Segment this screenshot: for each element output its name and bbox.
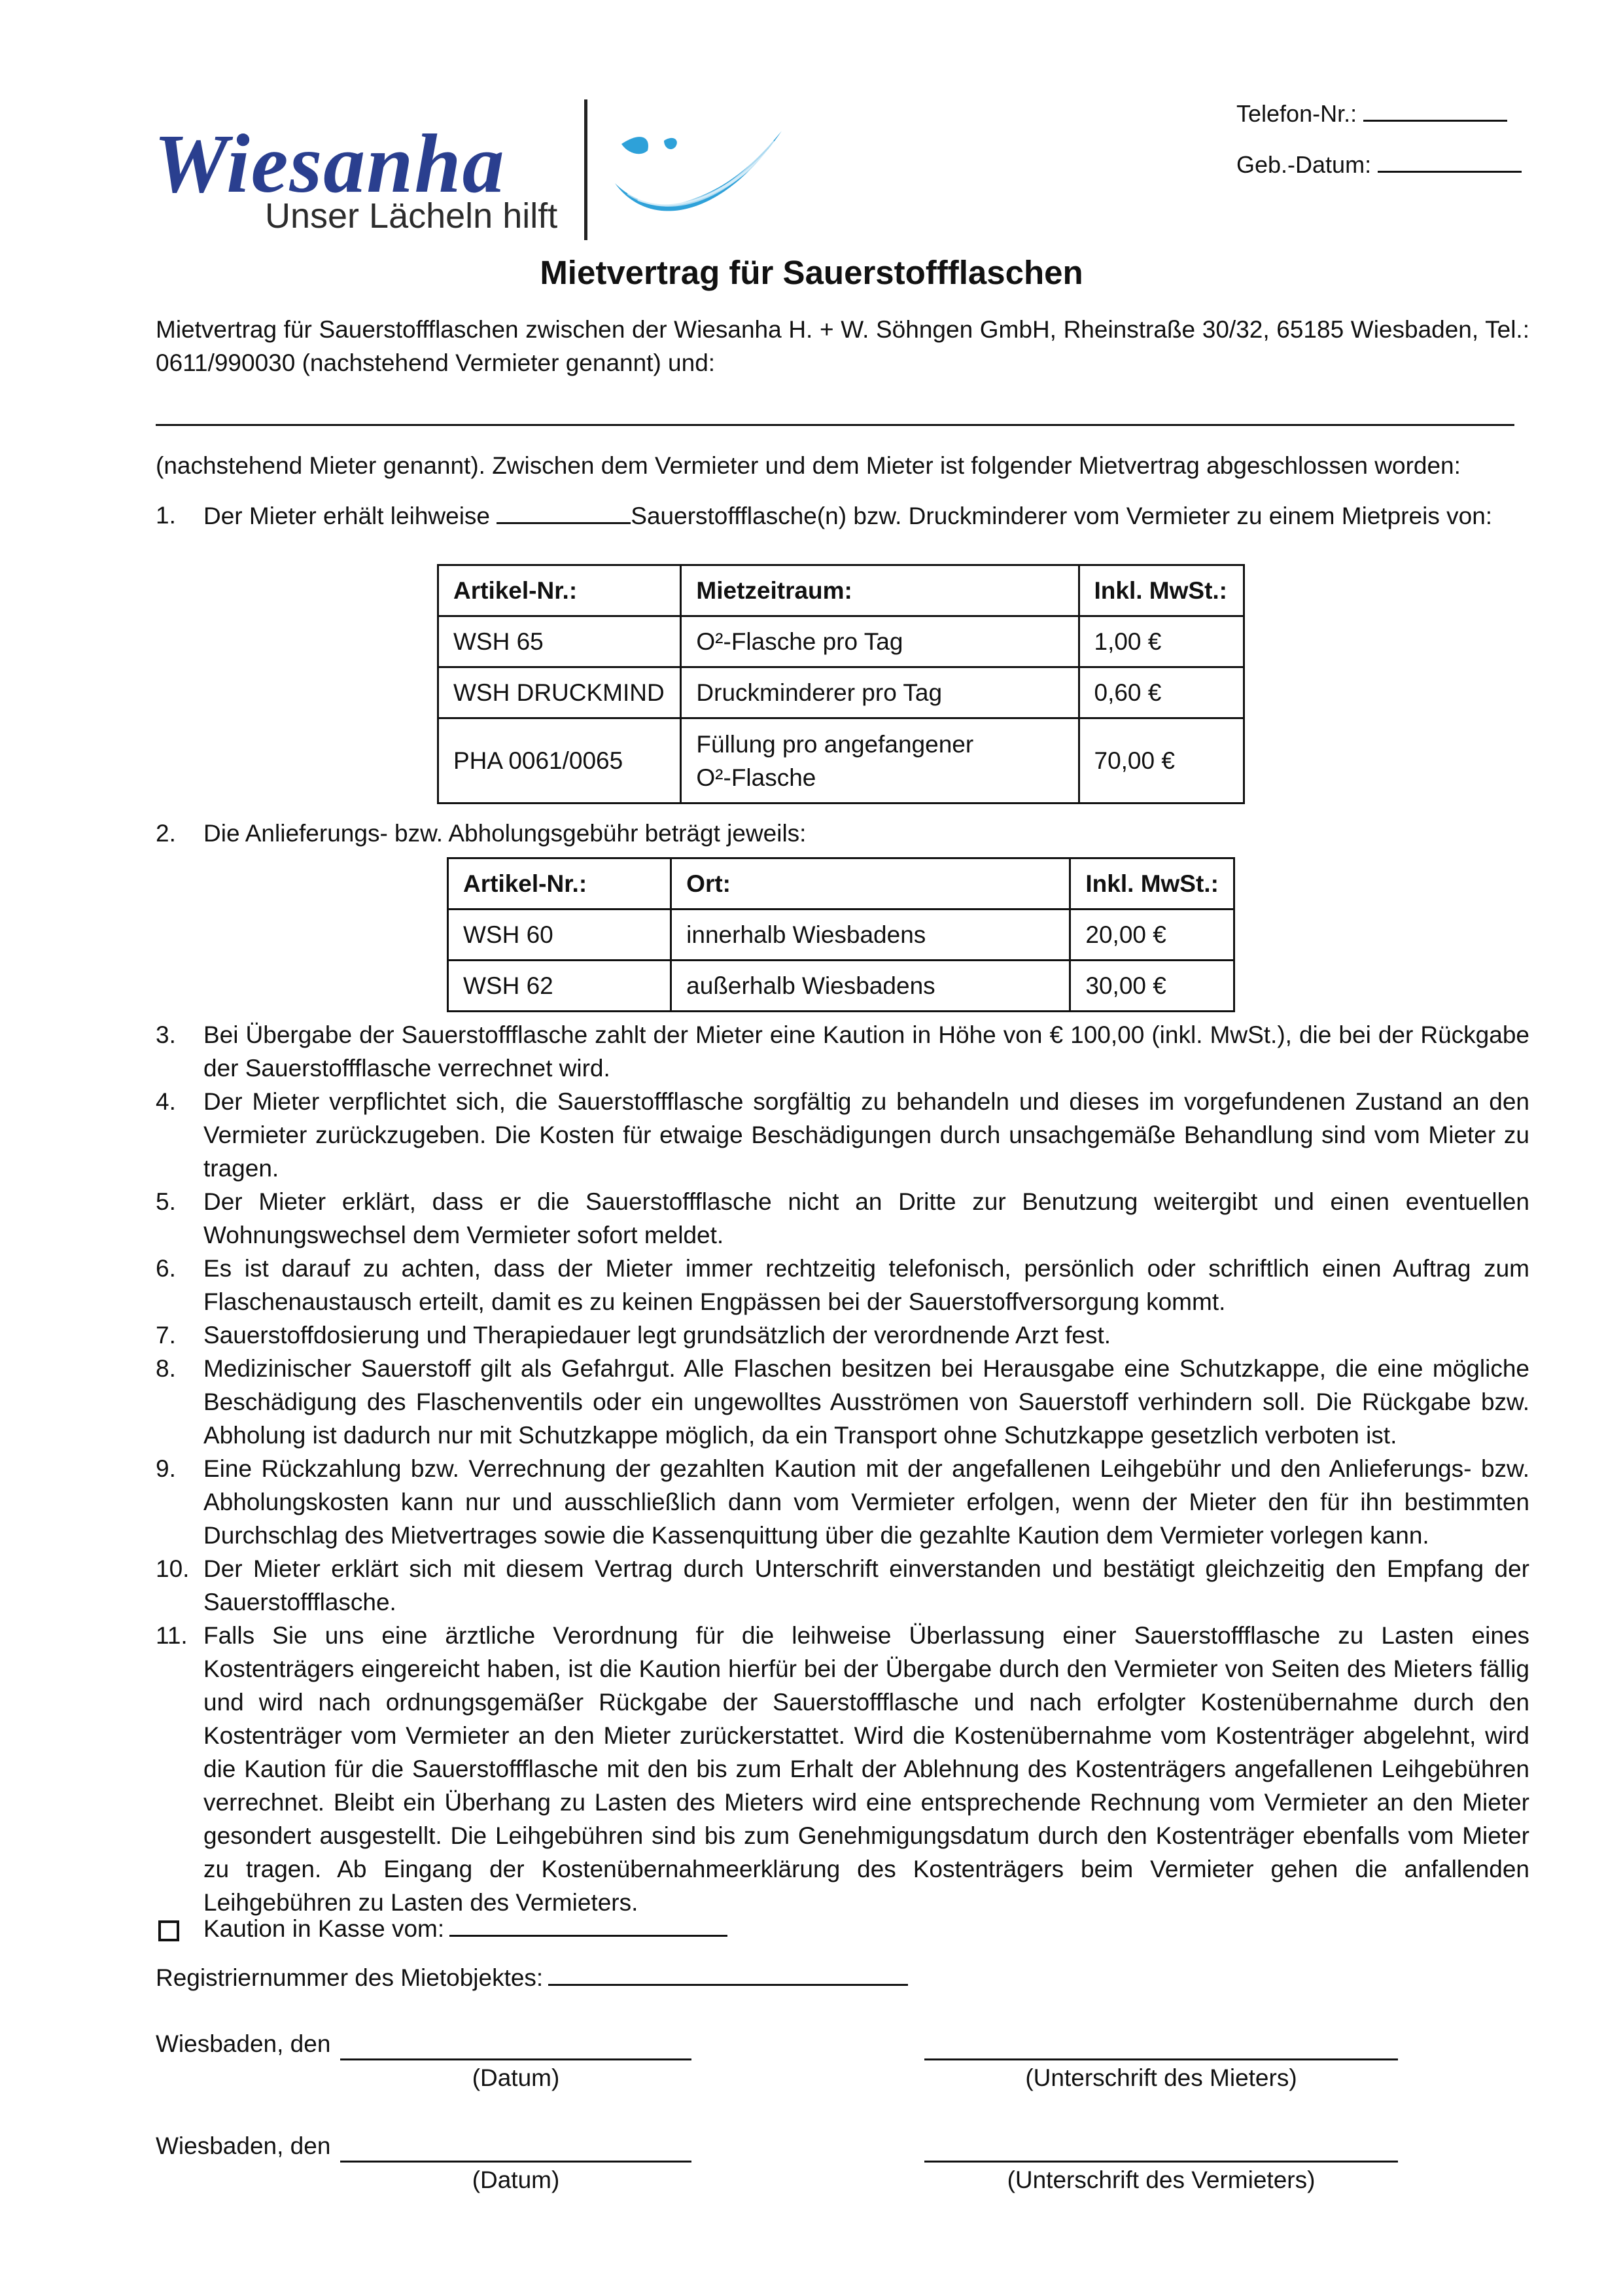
date-caption: (Datum) (472, 2166, 560, 2193)
table-row (438, 667, 1244, 718)
list-item-text: Der Mieter erklärt, dass er die Sauerstoffflasche nicht an Dritte zur Benutzung weitergibt und einen eventuellen Wohnungswechsel dem Vermieter sofort meldet. (203, 1188, 1529, 1248)
table-header-cell: Inkl. MwSt.: (1079, 565, 1244, 616)
phone-blank[interactable] (1363, 100, 1507, 122)
list-item (156, 499, 1529, 567)
list-item-text: Falls Sie uns eine ärztliche Verordnung für die leihweise Überlassung einer Sauerstoffflasche zu Lasten eines Kostenträgers eingereicht haben, ist die Kaution hierfür bei der Übergabe durch den Vermieter von Seiten des Mieters fällig und wird nach ordnungsgemäßer Rückgabe der Sauerstoffflasche und nach erfolgter Kostenübernahme durch den Kostenträger vom Vermieter an den Mieter zurückerstattet. Wird die Kostenübernahme vom Kostenträger abgelehnt, wird die Kaution für die Sauerstoffflasche mit den bis zum Erhalt der Ablehnung des Kostenträgers angefallenen Leihgebühren verrechnet. Bleibt ein Überhang zu Lasten des Mieters wird eine entsprechende Rechnung vom Vermieter an den Mieter gesondert ausgestellt. Die Leihgebühren sind bis zum Genehmigungsdatum durch den Kostenträger ebenfalls vom Mieter zu tragen. Ab Eingang der Kostenübernahmeerklärung des Kostenträgers beim Vermieter gehen die anfallenden Leihgebühren zu Lasten des Vermieters. (203, 1622, 1529, 1916)
tenant-name-line[interactable] (156, 424, 1514, 426)
table-cell: außerhalb Wiesbadens (671, 961, 1070, 1012)
birthdate-blank[interactable] (1378, 151, 1522, 173)
table-header-cell: Ort: (671, 858, 1070, 910)
table-header-cell: Artikel-Nr.: (448, 858, 671, 910)
landlord-date-line[interactable] (340, 2161, 691, 2163)
table-cell: Druckminderer pro Tag (681, 667, 1079, 718)
table-cell: WSH 65 (438, 616, 681, 667)
list-item (156, 817, 1529, 850)
table-cell: Füllung pro angefangener O²-Flasche (681, 718, 1079, 804)
intro-paragraph-2: (nachstehend Mieter genannt). Zwischen dem Vermieter und dem Mieter ist folgender Mietvertrag abgeschlossen worden: (156, 452, 1461, 479)
table-header-cell: Inkl. MwSt.: (1070, 858, 1234, 910)
phone-field[interactable] (1236, 98, 1507, 130)
list-item-number: 8. (156, 1355, 176, 1382)
landlord-place-date (156, 2129, 330, 2163)
intro-paragraph: Mietvertrag für Sauerstoffflaschen zwischen der Wiesanha H. + W. Söhngen GmbH, Rheinstraße 30/32, 65185 Wiesbaden, Tel.: 0611/990030 (nachstehend Vermieter genannt) und: (156, 316, 1529, 376)
list-item-text: Der Mieter verpflichtet sich, die Sauerstoffflasche sorgfältig zu behandeln und dieses im vorgefundenen Zustand an den Vermieter zurückzugeben. Die Kosten für etwaige Beschädigungen durch unsachgemäße Behandlung sind vom Mieter zu tragen. (203, 1088, 1529, 1182)
table-header-cell: Mietzeitraum: (681, 565, 1079, 616)
list-item-text: Der Mieter erhält leihweise Sauerstoffflasche(n) bzw. Druckminderer vom Vermieter zu einem Mietpreis von: (203, 499, 1529, 533)
kaution-date-blank[interactable] (449, 1911, 727, 1937)
table-cell: innerhalb Wiesbadens (671, 910, 1070, 961)
list-item-number: 3. (156, 1021, 176, 1048)
list-item-text: Es ist darauf zu achten, dass der Mieter immer rechtzeitig telefonisch, persönlich oder schriftlich einen Auftrag zum Flaschenaustausch erteilt, damit es zu keinen Engpässen bei der Sauerstoffversorgung kommt. (203, 1255, 1529, 1315)
landlord-signature-line[interactable] (924, 2161, 1398, 2163)
smile-logo-icon (602, 105, 798, 236)
list-item-number: 10. (156, 1555, 190, 1582)
date-caption: (Datum) (472, 2064, 560, 2091)
kaution-checkbox[interactable] (158, 1920, 179, 1941)
table-row (438, 616, 1244, 667)
list-item-text: Medizinischer Sauerstoff gilt als Gefahrgut. Alle Flaschen besitzen bei Herausgabe eine Schutzkappe, die eine mögliche Beschädigung des Flaschenventils oder ein ungewolltes Ausströmen von Sauerstoff verhindern soll. Die Rückgabe bzw. Abholung ist dadurch nur mit Schutzkappe möglich, da ein Transport ohne Schutzkappe gesetzlich verboten ist. (203, 1355, 1529, 1449)
table-cell: PHA 0061/0065 (438, 718, 681, 804)
list-item-text: Eine Rückzahlung bzw. Verrechnung der gezahlten Kaution mit der angefallenen Leihgebühr und den Anlieferungs- bzw. Abholungskosten kann nur und ausschließlich dann vom Vermieter erfolgen, wenn der Mieter den für ihn bestimmten Durchschlag des Mietvertrages sowie die Kassenquittung über die gezahlte Kaution dem Vermieter vorlegen kann. (203, 1455, 1529, 1549)
table-header-row (438, 565, 1244, 616)
list-item-number: 6. (156, 1255, 176, 1282)
place-label: Wiesbaden, den (156, 2132, 331, 2159)
table-cell: 20,00 € (1070, 910, 1234, 961)
registration-field (156, 1960, 908, 1994)
list-item-number: 11. (156, 1622, 188, 1649)
place-label: Wiesbaden, den (156, 2030, 331, 2057)
delivery-fee-table (447, 857, 1235, 1012)
tenant-date-line[interactable] (340, 2058, 691, 2060)
header-divider (584, 99, 587, 240)
registration-label: Registriernummer des Mietobjektes: (156, 1964, 544, 1991)
landlord-signature-caption: (Unterschrift des Vermieters) (1007, 2166, 1316, 2193)
list-item-number: 2. (156, 820, 176, 847)
quantity-blank[interactable] (497, 499, 631, 524)
registration-number-blank[interactable] (548, 1960, 908, 1986)
list-item-text: Die Anlieferungs- bzw. Abholungsgebühr beträgt jeweils: (203, 820, 807, 847)
table-row (438, 718, 1244, 804)
list-item-text: Bei Übergabe der Sauerstoffflasche zahlt der Mieter eine Kaution in Höhe von € 100,00 (inkl. MwSt.), die bei der Rückgabe der Sauerstoffflasche verrechnet wird. (203, 1021, 1529, 1082)
birthdate-field[interactable] (1236, 149, 1522, 181)
table-cell: WSH 60 (448, 910, 671, 961)
table-cell: 0,60 € (1079, 667, 1244, 718)
table-cell: O²-Flasche pro Tag (681, 616, 1079, 667)
tenant-signature-line[interactable] (924, 2058, 1398, 2060)
list-item-number: 5. (156, 1188, 176, 1215)
kaution-field (203, 1911, 727, 1945)
phone-label: Telefon-Nr.: (1236, 100, 1357, 127)
kaution-label: Kaution in Kasse vom: (203, 1915, 445, 1942)
company-slogan: Unser Lächeln hilft (265, 196, 558, 236)
company-logo-text: Wiesanha (154, 117, 506, 210)
list-item-text: Sauerstoffdosierung und Therapiedauer legt grundsätzlich der verordnende Arzt fest. (203, 1322, 1111, 1349)
rental-price-table (437, 564, 1245, 804)
list-item-number: 1. (156, 502, 176, 529)
tenant-place-date (156, 2027, 330, 2060)
table-cell: WSH 62 (448, 961, 671, 1012)
document-title: Mietvertrag für Sauerstoffflaschen (540, 254, 1083, 291)
table-cell: WSH DRUCKMIND (438, 667, 681, 718)
list-item-number: 7. (156, 1322, 176, 1349)
list-item-number: 4. (156, 1088, 176, 1115)
list-item-text: Der Mieter erklärt sich mit diesem Vertrag durch Unterschrift einverstanden und bestätigt gleichzeitig den Empfang der Sauerstoffflasche. (203, 1555, 1529, 1616)
tenant-signature-caption: (Unterschrift des Mieters) (1025, 2064, 1297, 2091)
table-row (448, 961, 1234, 1012)
birthdate-label: Geb.-Datum: (1236, 151, 1372, 178)
table-header-row (448, 858, 1234, 910)
list-item-number: 9. (156, 1455, 176, 1482)
table-header-cell: Artikel-Nr.: (438, 565, 681, 616)
table-row (448, 910, 1234, 961)
table-cell: 30,00 € (1070, 961, 1234, 1012)
table-cell: 70,00 € (1079, 718, 1244, 804)
table-cell: 1,00 € (1079, 616, 1244, 667)
